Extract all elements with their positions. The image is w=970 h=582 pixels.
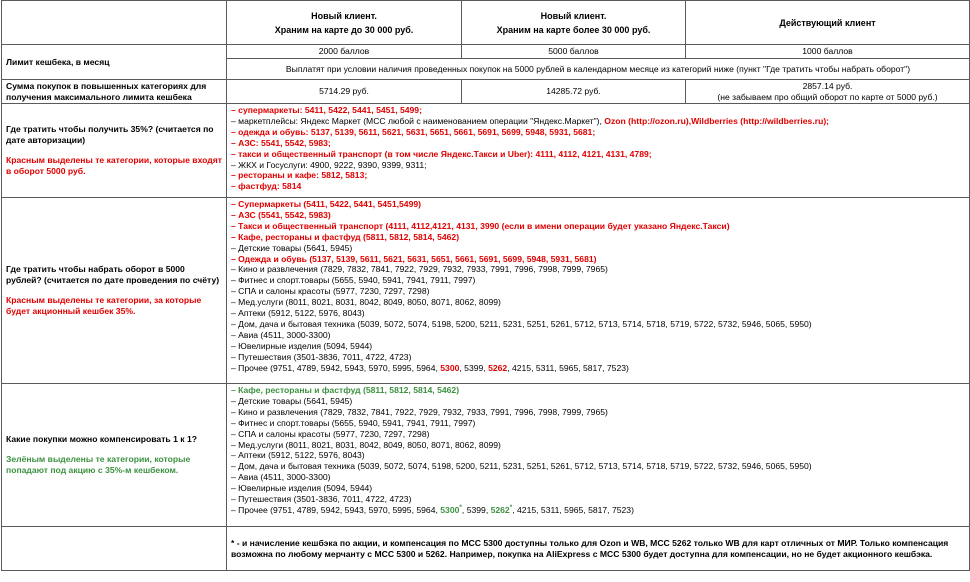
list-item: – одежда и обувь: 5137, 5139, 5611, 5621, 5631, 5651, 5661, 5691, 5699, 5948, 5931, 5681; [231, 126, 596, 137]
list-item: – Путешествия (3501-3836, 7011, 4722, 4723) [231, 494, 412, 505]
footnote-empty-cell [2, 527, 227, 571]
list-item: – рестораны и кафе: 5812, 5813; [231, 170, 368, 181]
list-item: – Детские товары (5641, 5945) [231, 395, 353, 406]
list-item: – Мед.услуги (8011, 8021, 8031, 8042, 8049, 8050, 8071, 8062, 8099) [231, 297, 501, 308]
limit-row [2, 45, 970, 59]
list-item: – Кафе, рестораны и фастфуд (5811, 5812, 5814, 5462) [231, 231, 460, 242]
list-item: – СПА и салоны красоты (5977, 7230, 7297, 7298) [231, 428, 430, 439]
header-new-client-over-30k [462, 1, 686, 45]
list-item: – Фитнес и спорт.товары (5655, 5940, 5941, 7941, 7911, 7997) [231, 417, 476, 428]
sum-value-col1: 5714.29 руб. [227, 80, 462, 104]
turnover-list [227, 198, 970, 384]
sum-value-col3-amount: 2857.14 руб. [802, 80, 853, 91]
cashback-35-label-cell [2, 104, 227, 198]
cashback-35-list [227, 104, 970, 198]
list-item: – Фитнес и спорт.товары (5655, 5940, 5941, 7941, 7911, 7997) [231, 275, 476, 286]
list-item: – СПА и салоны красоты (5977, 7230, 7297, 7298) [231, 286, 430, 297]
list-item: – Путешествия (3501-3836, 7011, 4722, 4723) [231, 351, 412, 362]
cashback-35-red-note: Красным выделены те категории, которые входят в оборот 5000 руб. [6, 155, 222, 176]
compensation-label: Какие покупки можно компенсировать 1 к 1? [6, 434, 197, 445]
turnover-row [2, 198, 970, 384]
list-item: – Авиа (4511, 3000-3300) [231, 472, 331, 483]
list-item: – Ювелирные изделия (5094, 5944) [231, 483, 373, 494]
cashback-table [1, 0, 970, 571]
list-item: – супермаркеты: 5411, 5422, 5441, 5451, 5499; [231, 105, 422, 115]
list-item: – фастфуд: 5814 [231, 181, 302, 192]
list-item: – АЗС (5541, 5542, 5983) [231, 209, 331, 220]
cashback-35-row [2, 104, 970, 198]
list-item: – ЖКХ и Госуслуги: 4900, 9222, 9390, 9399, 9311; [231, 159, 427, 170]
limit-label: Лимит кешбека, в месяц [2, 45, 227, 80]
sum-label: Сумма покупок в повышенных категориях для получения максимального лимита кешбека [2, 80, 227, 104]
list-item: – Кино и развлечения (7829, 7832, 7841, 7922, 7929, 7932, 7933, 7991, 7996, 7998, 7999, 7965) [231, 264, 608, 275]
sum-value-col3-note: (не забываем про общий оборот по карте от 5000 руб.) [717, 91, 938, 102]
sum-row [2, 80, 970, 104]
turnover-label-cell [2, 198, 227, 384]
compensation-label-cell [2, 384, 227, 527]
list-item: – Ювелирные изделия (5094, 5944) [231, 340, 373, 351]
limit-condition-note: Выплатят при условии наличия проведенных покупок на 5000 рублей в календарном месяце из категорий ниже (пункт "Где тратить чтобы набрать оборот") [227, 59, 970, 80]
limit-value-col3: 1000 баллов [686, 45, 970, 59]
compensation-list [227, 384, 970, 527]
list-item: – Детские товары (5641, 5945) [231, 242, 353, 253]
list-item: – Дом, дача и бытовая техника (5039, 5072, 5074, 5198, 5200, 5211, 5231, 5251, 5261, 5712, 5713, 5714, 5718, 5719, 5722, 5732, 5946, 5065, 5950) [231, 318, 812, 329]
list-item: – Кафе, рестораны и фастфуд (5811, 5812, 5814, 5462) [231, 385, 460, 395]
header-col2-text: Новый клиент. Храним на карте более 30 000 руб. [496, 10, 651, 35]
header-col1-text: Новый клиент. Храним на карте до 30 000 руб. [274, 10, 414, 35]
list-item: – Аптеки (5912, 5122, 5976, 8043) [231, 450, 365, 461]
compensation-row [2, 384, 970, 527]
limit-value-col1: 2000 баллов [227, 45, 462, 59]
list-item: – Кино и развлечения (7829, 7832, 7841, 7922, 7929, 7932, 7933, 7991, 7996, 7998, 7999, 7965) [231, 406, 608, 417]
header-empty-cell [2, 1, 227, 45]
header-col3-text: Действующий клиент [779, 17, 876, 28]
list-item: – Авиа (4511, 3000-3300) [231, 329, 331, 340]
list-item: – такси и общественный транспорт (в том числе Яндекс.Такси и Uber): 4111, 4112, 4121, 4131, 4789; [231, 148, 652, 159]
header-existing-client [686, 1, 970, 45]
list-item: – Супермаркеты (5411, 5422, 5441, 5451,5499) [231, 199, 421, 209]
header-row [2, 1, 970, 45]
limit-value-col2: 5000 баллов [462, 45, 686, 59]
list-item: – Прочее (9751, 4789, 5942, 5943, 5970, 5995, 5964, 5300*, 5399, 5262*, 4215, 5311, 5965, 5817, 7523) [231, 504, 634, 515]
list-item: – маркетплейсы: Яндекс Маркет (МСС любой с наименованием операции "Яндекс.Маркет"), Ozon (http://ozon.ru),Wildberries (http://wildberries.ru); [231, 115, 830, 126]
cashback-35-label: Где тратить чтобы получить 35%? (считается по дате авторизации) [6, 124, 214, 146]
turnover-red-note: Красным выделены те категории, за которые будет акционный кешбек 35%. [6, 295, 202, 316]
footnote-row [2, 527, 970, 571]
list-item: – Аптеки (5912, 5122, 5976, 8043) [231, 308, 365, 319]
list-item: – АЗС: 5541, 5542, 5983; [231, 137, 331, 148]
sum-value-col2: 14285.72 руб. [462, 80, 686, 104]
list-item: – Такси и общественный транспорт (4111, 4112,4121, 4131, 3990 (если в имени операции будет указано Яндекс.Такси) [231, 220, 730, 231]
header-new-client-under-30k [227, 1, 462, 45]
footnote: * - и начисление кешбэка по акции, и компенсация по МСС 5300 доступны только для Ozon и WB, МСС 5262 только WB для карт отличных от МИР. Только компенсация возможна по любому мерчанту с МСС 5300 и 5262. Например, покупка на AliExpress с МСС 5300 будет доступна для компенсации, но не будет акционного кешбэка. [227, 527, 970, 571]
list-item: – Одежда и обувь (5137, 5139, 5611, 5621, 5631, 5651, 5661, 5691, 5699, 5948, 5931, 5681) [231, 253, 597, 264]
compensation-green-note: Зелёным выделены те категории, которые попадают под акцию с 35%-м кешбеком. [6, 454, 191, 475]
list-item: – Прочее (9751, 4789, 5942, 5943, 5970, 5995, 5964, 5300, 5399, 5262, 4215, 5311, 5965, 5817, 7523) [231, 362, 629, 373]
list-item: – Мед.услуги (8011, 8021, 8031, 8042, 8049, 8050, 8071, 8062, 8099) [231, 439, 501, 450]
list-item: – Дом, дача и бытовая техника (5039, 5072, 5074, 5198, 5200, 5211, 5231, 5251, 5261, 5712, 5713, 5714, 5718, 5719, 5722, 5732, 5946, 5065, 5950) [231, 461, 812, 472]
turnover-label: Где тратить чтобы набрать оборот в 5000 рублей? (считается по дате проведения по счёту) [6, 264, 220, 286]
sum-value-col3 [686, 80, 970, 104]
